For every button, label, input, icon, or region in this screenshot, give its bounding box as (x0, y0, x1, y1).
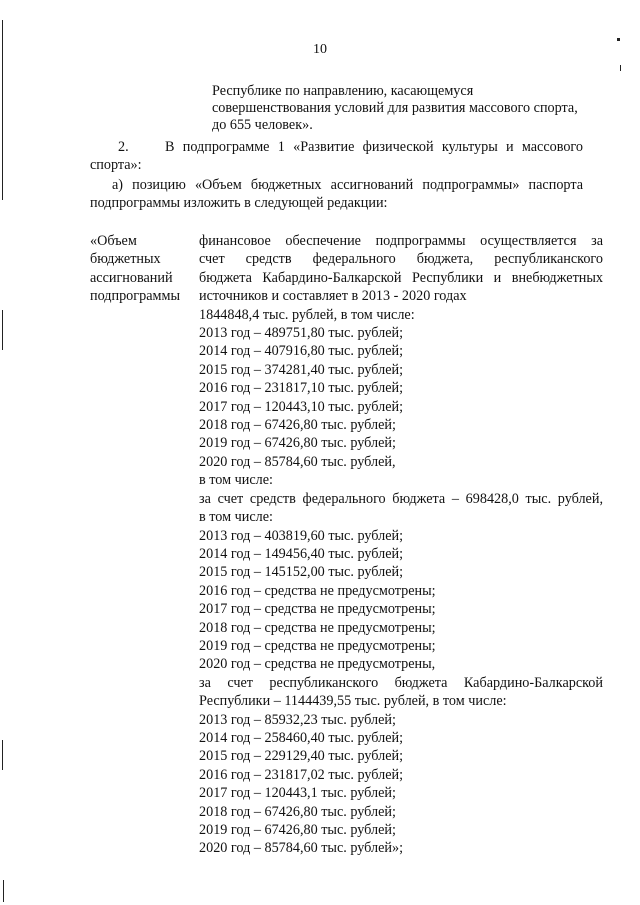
republic-line: 2017 год – 120443,1 тыс. рублей; (199, 785, 396, 802)
total-line: 2017 год – 120443,10 тыс. рублей; (199, 398, 404, 415)
federal-line: 2013 год – 403819,60 тыс. рублей; (199, 527, 404, 544)
item-number: 2. (118, 139, 129, 155)
item-a-line: подпрограммы изложить в следующей редакции: (90, 195, 388, 211)
federal-line: 2016 год – средства не предусмотрены; (199, 582, 436, 599)
republic-line: 2018 год – 67426,80 тыс. рублей; (199, 803, 396, 820)
scan-margin-mark (3, 880, 4, 902)
label-line: бюджетных (90, 251, 161, 268)
total-line: 2016 год – 231817,10 тыс. рублей; (199, 380, 404, 397)
republic-line: 2013 год – 85932,23 тыс. рублей; (199, 711, 396, 728)
top-text-line: совершенствования условий для развития массового спорта, (212, 100, 578, 116)
republic-line: 2015 год – 229129,40 тыс. рублей; (199, 748, 404, 765)
top-text-line: Республике по направлению, касающемуся (212, 83, 474, 99)
republic-line: 2014 год – 258460,40 тыс. рублей; (199, 729, 404, 746)
table-label-cell (90, 232, 195, 305)
total-line: 2019 год – 67426,80 тыс. рублей; (199, 435, 396, 452)
label-line: подпрограммы (90, 287, 180, 304)
label-line: ассигнований (90, 269, 173, 286)
item-a-line: а) позицию «Объем бюджетных ассигнований подпрограммы» паспорта (112, 177, 583, 193)
republic-line: Республики – 1144439,55 тыс. рублей, в том числе: (199, 693, 507, 710)
item-2-line: спорта»: (90, 157, 142, 173)
scan-speck (620, 65, 621, 71)
total-line: 2020 год – 85784,60 тыс. рублей, (199, 453, 396, 470)
item-2-line: В подпрограмме 1 «Развитие физической культуры и массового (165, 139, 583, 155)
federal-line: в том числе: (199, 509, 273, 526)
federal-line: 2018 год – средства не предусмотрены; (199, 619, 436, 636)
scan-margin-mark (2, 310, 3, 350)
total-line: 1844848,4 тыс. рублей, в том числе: (199, 306, 415, 323)
page-number: 10 (313, 42, 327, 57)
total-line: в том числе: (199, 472, 273, 489)
federal-line: 2020 год – средства не предусмотрены, (199, 656, 436, 673)
republic-header: за счет республиканского бюджета Кабардино-Балкарской (199, 674, 603, 691)
republic-line: 2019 год – 67426,80 тыс. рублей; (199, 822, 396, 838)
intro-line: счет средств федерального бюджета, республиканского (199, 251, 603, 268)
label-line: «Объем (90, 233, 137, 249)
total-line: 2018 год – 67426,80 тыс. рублей; (199, 417, 396, 434)
total-line: 2014 год – 407916,80 тыс. рублей; (199, 343, 404, 360)
federal-line: 2014 год – 149456,40 тыс. рублей; (199, 545, 404, 562)
federal-line: 2019 год – средства не предусмотрены; (199, 637, 436, 654)
total-line: 2013 год – 489751,80 тыс. рублей; (199, 325, 404, 342)
scan-margin-mark (2, 740, 3, 770)
intro-line: бюджета Кабардино-Балкарской Республики и внебюджетных (199, 269, 603, 286)
intro-line: финансовое обеспечение подпрограммы осуществляется за (199, 233, 603, 249)
federal-header: за счет средств федерального бюджета – 698428,0 тыс. рублей, (199, 490, 603, 507)
top-text-line: до 655 человек». (212, 117, 313, 133)
federal-line: 2015 год – 145152,00 тыс. рублей; (199, 564, 404, 581)
intro-line: источников и составляет в 2013 - 2020 годах (199, 288, 467, 305)
republic-line: 2016 год – 231817,02 тыс. рублей; (199, 766, 404, 783)
total-line: 2015 год – 374281,40 тыс. рублей; (199, 361, 404, 378)
scan-speck (617, 38, 620, 41)
federal-line: 2017 год – средства не предусмотрены; (199, 601, 436, 618)
table-content-cell (199, 232, 603, 858)
republic-line: 2020 год – 85784,60 тыс. рублей»; (199, 840, 404, 857)
